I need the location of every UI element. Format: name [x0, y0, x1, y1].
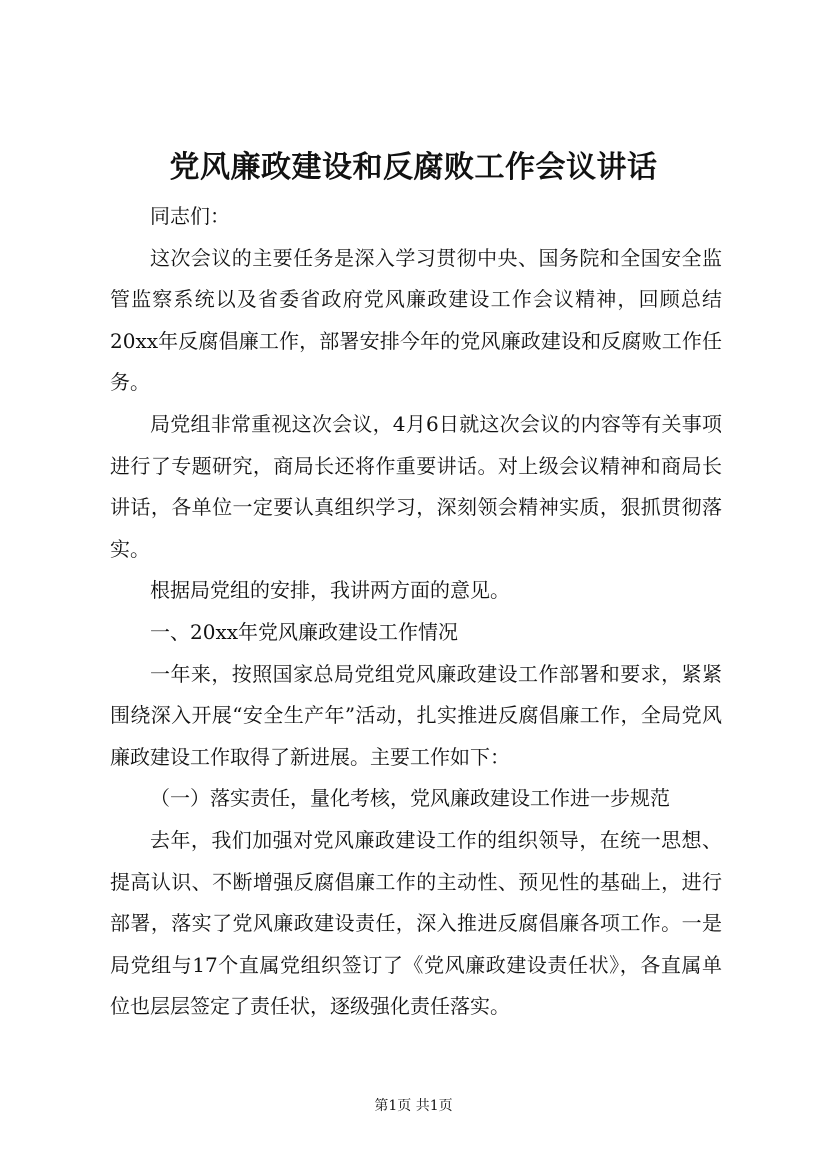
paragraph-meeting-tasks: 这次会议的主要任务是深入学习贯彻中央、国务院和全国安全监管监察系统以及省委省政府党风廉政建设工作会议精神，回顾总结20xx年反腐倡廉工作，部署安排今年的党风廉政建设和反腐败工作任务。: [110, 245, 722, 395]
paragraph-year-review: 一年来，按照国家总局党组党风廉政建设工作部署和要求，紧紧围绕深入开展“安全生产年”活动，扎实推进反腐倡廉工作，全局党风廉政建设工作取得了新进展。主要工作如下：: [110, 661, 722, 769]
paragraph-party-group: 局党组非常重视这次会议，4月6日就这次会议的内容等有关事项进行了专题研究，商局长还将作重要讲话。对上级会议精神和商局长讲话，各单位一定要认真组织学习，深刻领会精神实质，狠抓贯彻落实。: [110, 411, 722, 561]
page-number-footer: 第1页 共1页: [374, 1098, 453, 1114]
paragraph-arrangement: 根据局党组的安排，我讲两方面的意见。: [150, 578, 510, 603]
document-body: [110, 196, 722, 1028]
document-title: 党风廉政建设和反腐败工作会议讲话: [169, 150, 658, 185]
paragraph-last-year: 去年，我们加强对党风廉政建设工作的组织领导，在统一思想、提高认识、不断增强反腐倡廉工作的主动性、预见性的基础上，进行部署，落实了党风廉政建设责任，深入推进反腐倡廉各项工作。一是局党组与17个直属党组织签订了《党风廉政建设责任状》，各直属单位也层层签定了责任状，逐级强化责任落实。: [110, 827, 722, 1019]
salutation: 同志们：: [150, 204, 230, 228]
section-heading-one: 一、20xx年党风廉政建设工作情况: [150, 619, 459, 644]
subsection-heading-one: （一）落实责任，量化考核，党风廉政建设工作进一步规范: [150, 786, 670, 811]
